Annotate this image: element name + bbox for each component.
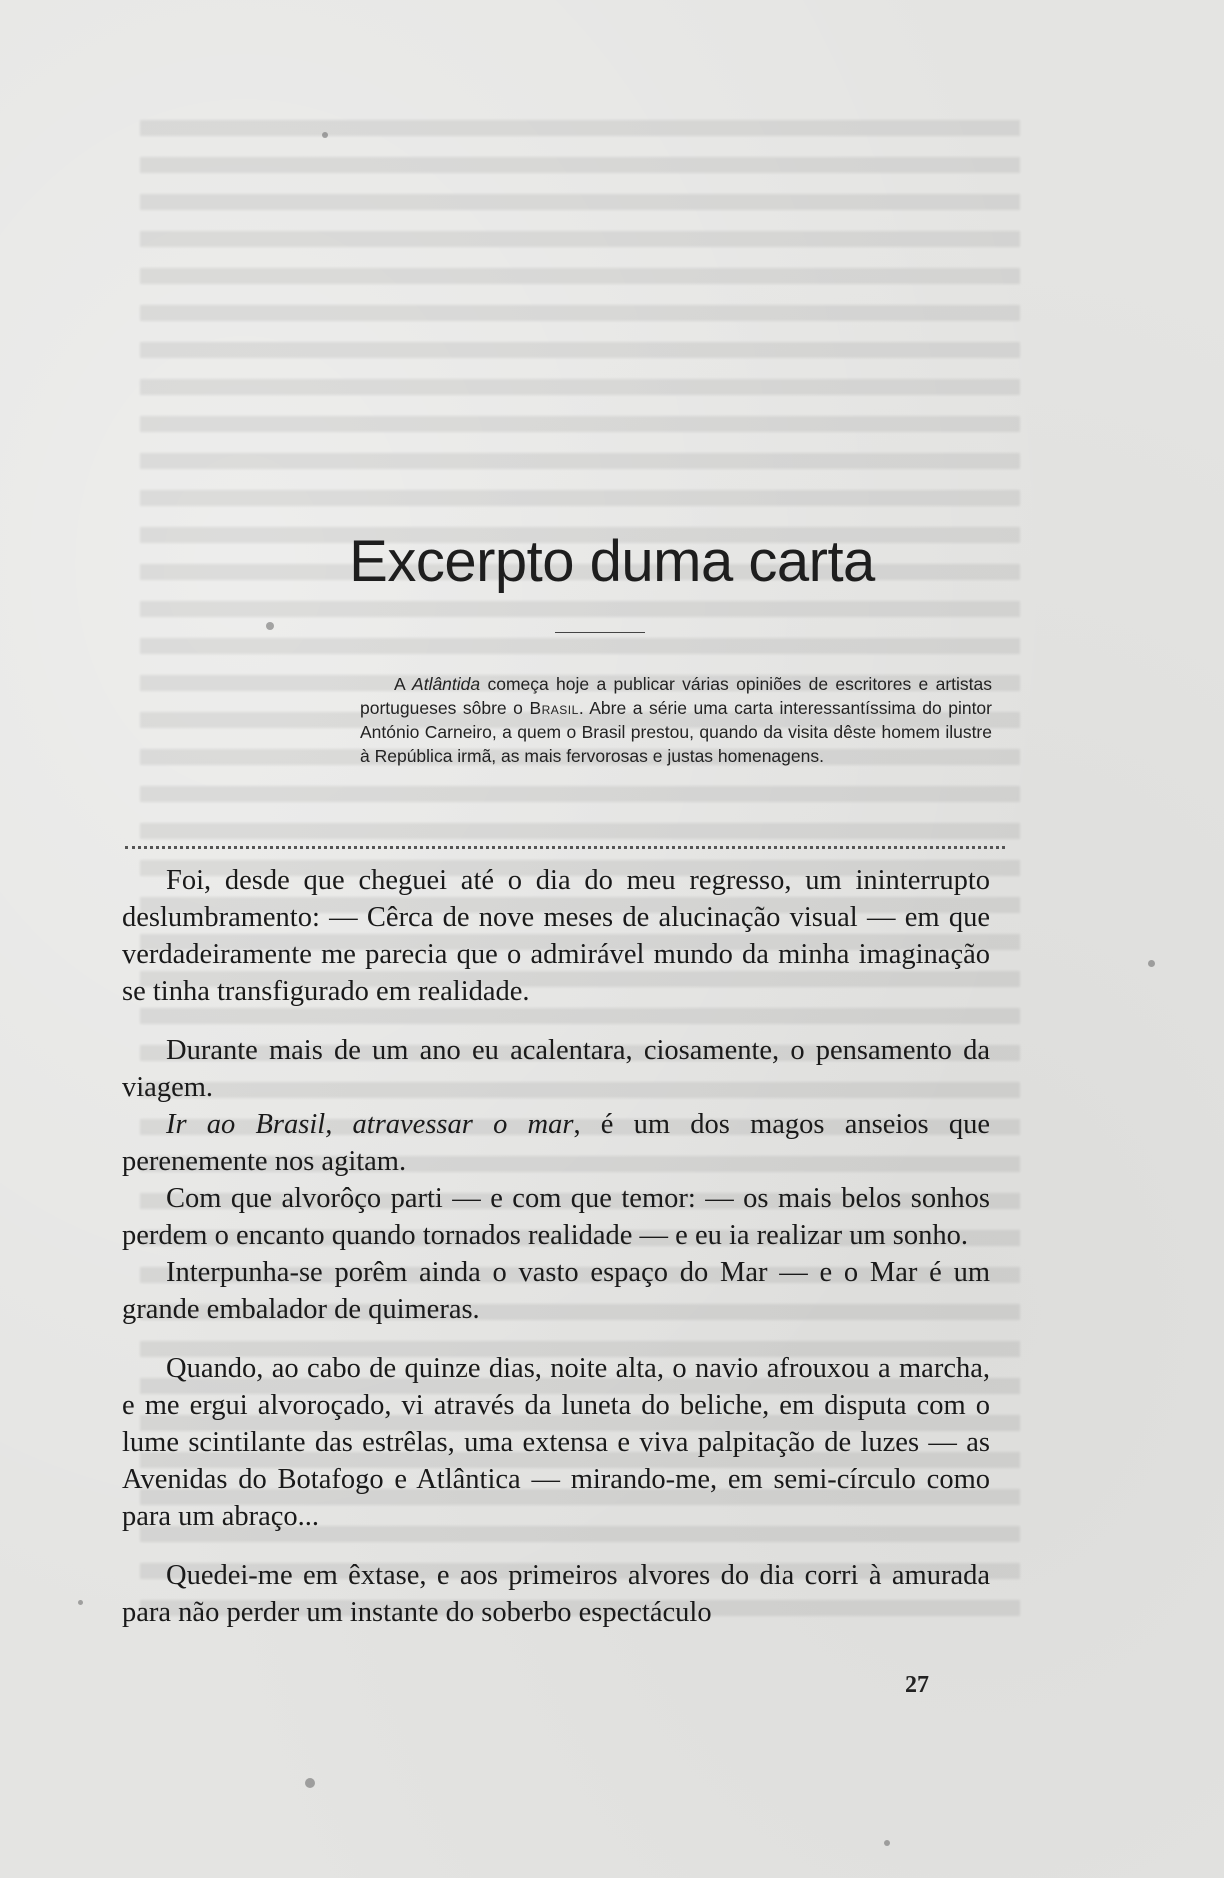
page-title: Excerpto duma carta: [349, 529, 875, 594]
paragraph-4: Com que alvorôço parti — e com que temor: — os mais belos sonhos perdem o encanto quando tornados realidade — e eu ia realizar um sonho.: [122, 1183, 990, 1251]
paper-speck: [884, 1840, 890, 1846]
paper-speck: [78, 1600, 83, 1605]
paragraph-2: Durante mais de um ano eu acalentara, ciosamente, o pensamento da viagem.: [122, 1035, 990, 1103]
paragraph-3: [122, 1106, 990, 1180]
letter-body: [122, 862, 990, 1631]
intro-magazine-name: Atlântida: [412, 674, 481, 694]
paragraph-5: Interpunha-se porêm ainda o vasto espaço do Mar — e o Mar é um grande embalador de quimeras.: [122, 1257, 990, 1325]
title-underline: [555, 632, 645, 633]
intro-country-name: Brasil: [529, 698, 579, 718]
paper-speck: [305, 1778, 315, 1788]
dotted-separator: [125, 846, 1005, 849]
intro-prefix: A: [394, 674, 413, 694]
paragraph-7: Quedei-me em êxtase, e aos primeiros alvores do dia corri à amurada para não perder um instante do soberbo espectáculo: [122, 1560, 990, 1628]
intro-text-part2: . Abre a série uma carta interessantíssima do pintor António Carneiro, a quem o Brasil prestou, quando da visita dêste homem ilustre à República irmã, as mais fervorosas e justas homenagens.: [360, 698, 992, 766]
intro-text-part1: começa hoje a publicar várias opiniões de escritores e artistas portugueses sôbre o: [360, 674, 992, 718]
paper-speck: [1148, 960, 1155, 967]
paper-speck: [322, 132, 328, 138]
paper-speck: [266, 622, 274, 630]
paragraph-1: Foi, desde que cheguei até o dia do meu regresso, um ininterrupto deslumbramento: — Cêrca de nove meses de alucinação visual — em que verdadeiramente me parecia que o admirável mundo da minha imaginação se tinha transfigurado em realidade.: [122, 865, 990, 1007]
paragraph-3-rest: , é um dos magos anseios que perenemente nos agitam.: [122, 1109, 990, 1177]
paragraph-3-emphasis: Ir ao Brasil, atravessar o mar: [166, 1109, 574, 1140]
editorial-intro: [360, 672, 992, 768]
paragraph-6: Quando, ao cabo de quinze dias, noite alta, o navio afrouxou a marcha, e me ergui alvoroçado, vi através da luneta do beliche, em disputa com o lume scintilante das estrêlas, uma extensa e viva palpitação de luzes — as Avenidas do Botafogo e Atlântica — mirando-me, em semi-círculo como para um abraço...: [122, 1353, 990, 1532]
page-number: 27: [905, 1672, 929, 1698]
